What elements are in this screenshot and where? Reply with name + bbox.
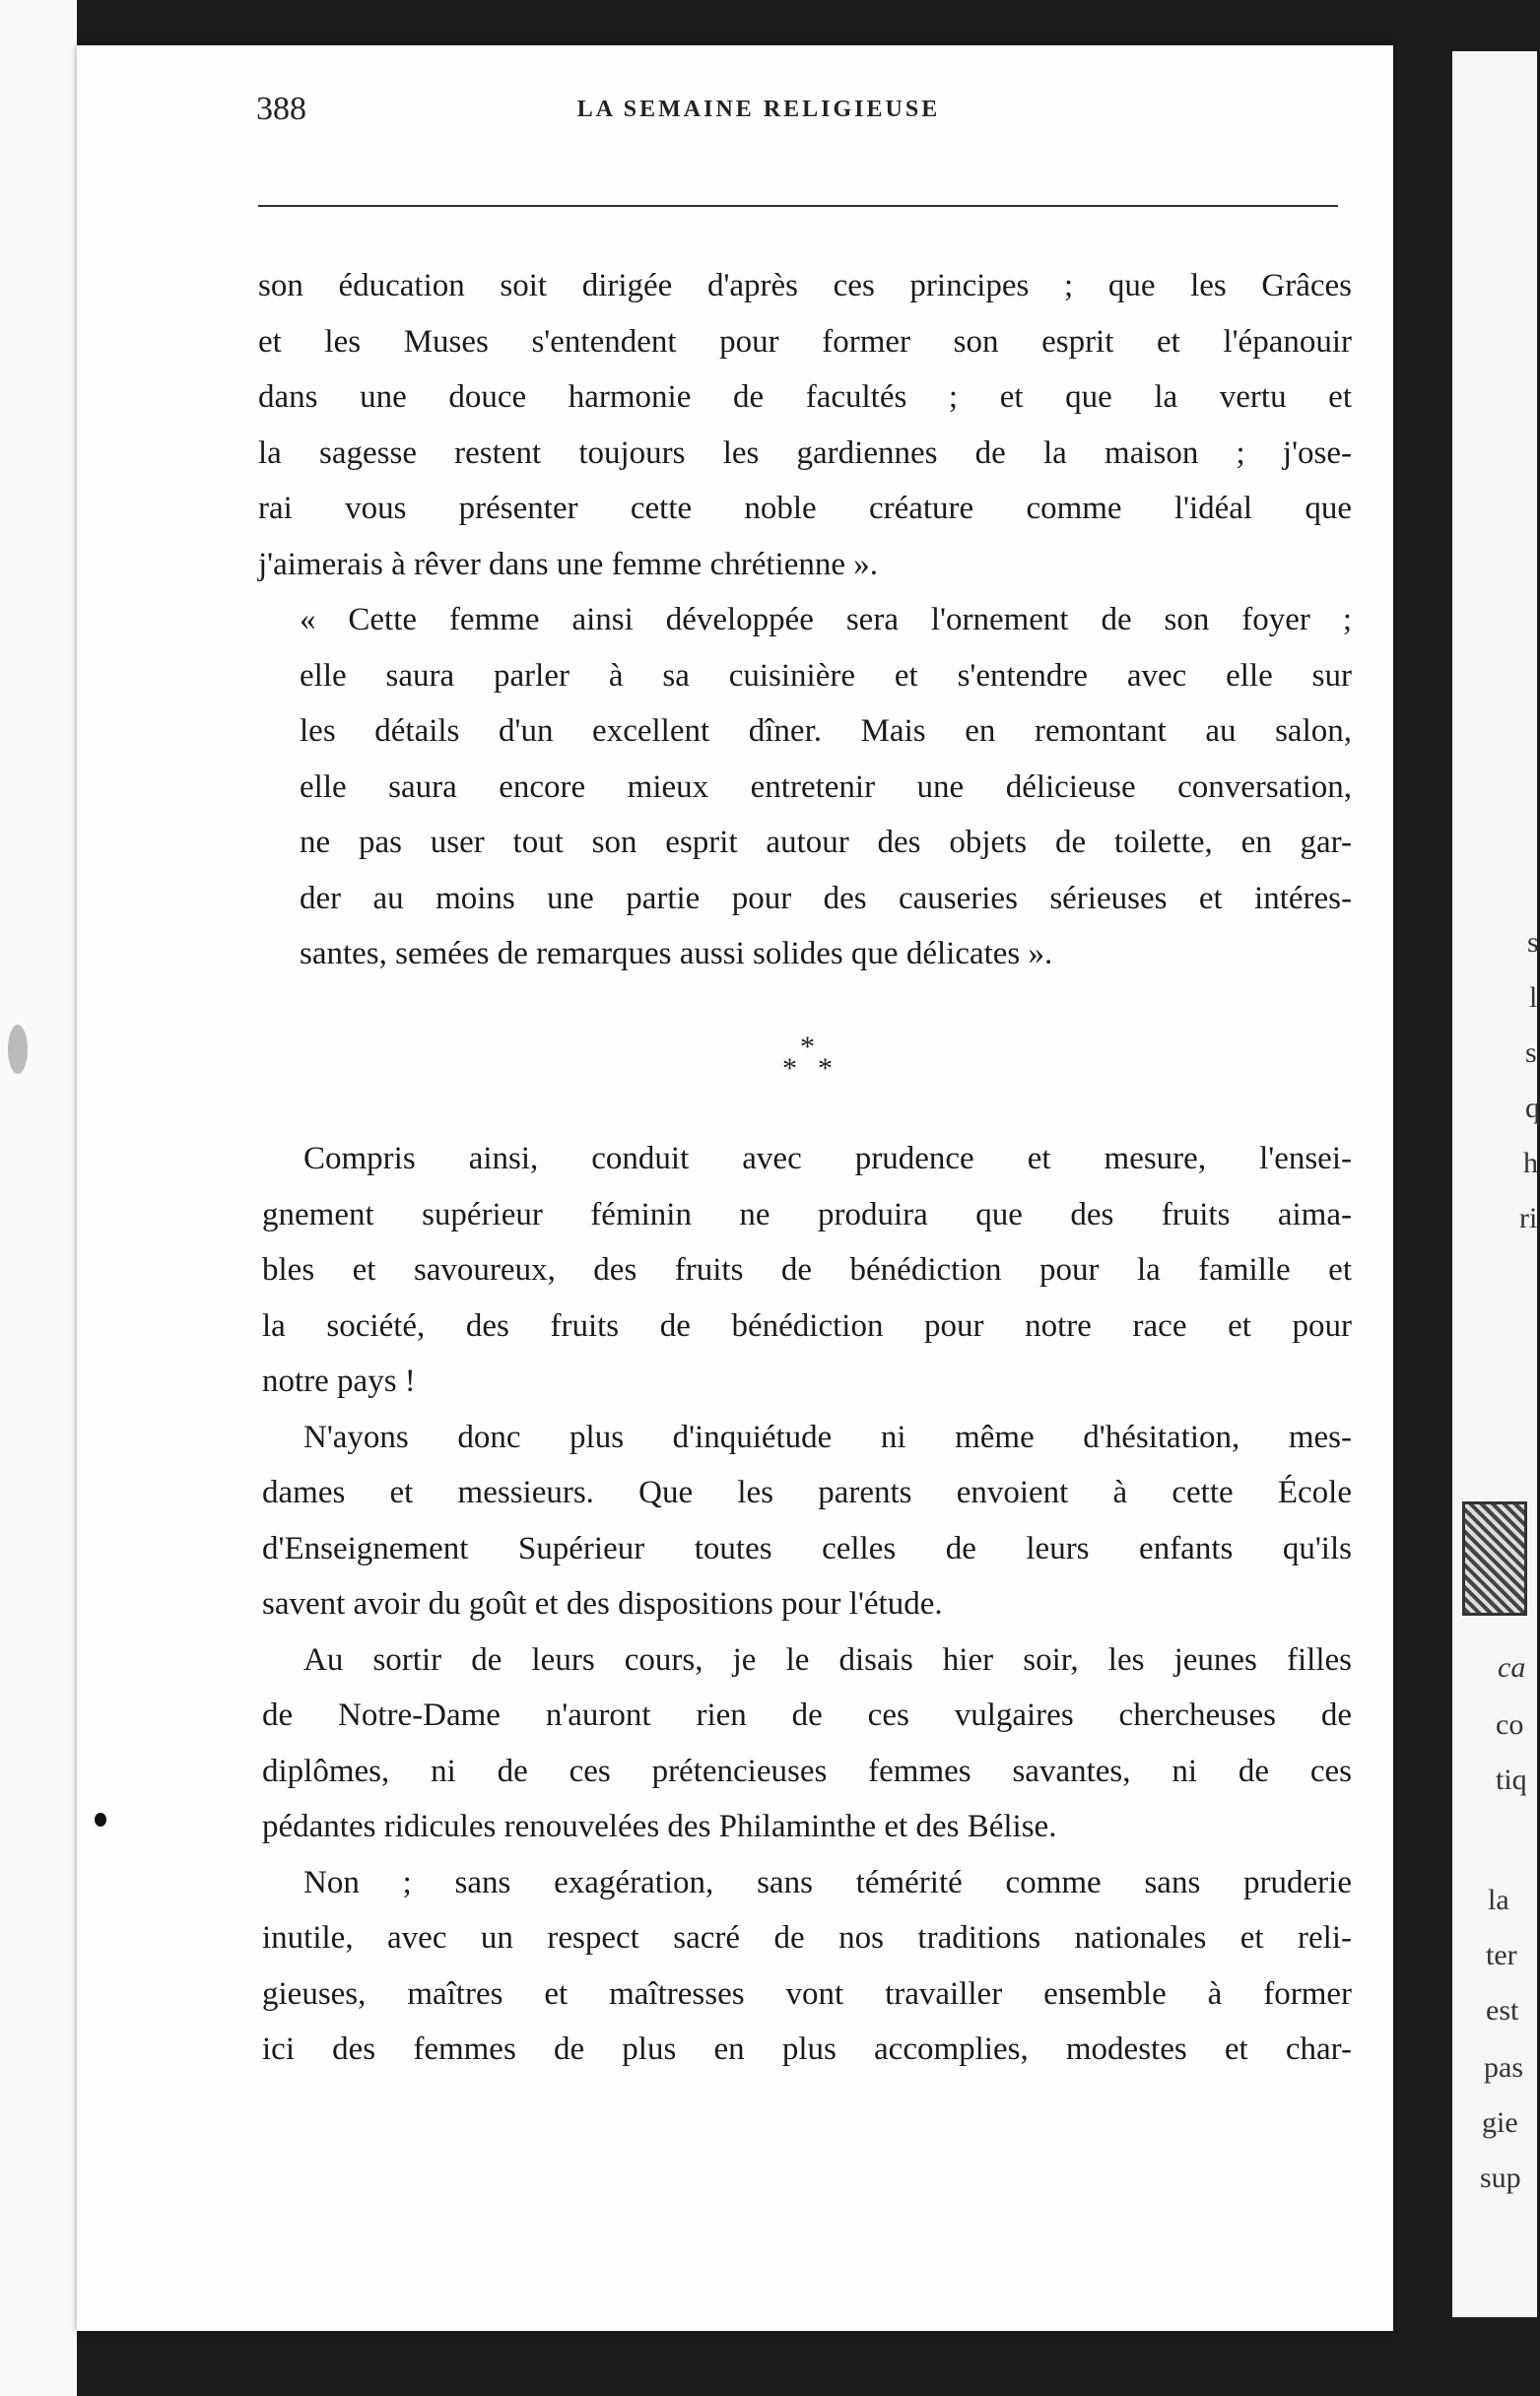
text-line: diplômes, ni de ces prétencieuses femmes savantes, ni de ces bbox=[262, 1753, 1352, 1789]
asterisk-icon: * bbox=[800, 1031, 815, 1063]
text-line: j'aimerais à rêver dans une femme chrétienne ». bbox=[258, 546, 878, 582]
text-line: bles et savoureux, des fruits de bénédiction pour la famille et bbox=[262, 1252, 1352, 1288]
text-line: elle saura parler à sa cuisinière et s'entendre avec elle sur bbox=[300, 657, 1352, 694]
text-line: et les Muses s'entendent pour former son esprit et l'épanouir bbox=[258, 323, 1352, 360]
adjacent-page-fragment: s bbox=[1525, 1036, 1537, 1069]
asterisk-icon: * bbox=[782, 1052, 797, 1085]
text-line: d'Enseignement Supérieur toutes celles de leurs enfants qu'ils bbox=[262, 1530, 1352, 1566]
text-line: pédantes ridicules renouvelées des Philaminthe et des Bélise. bbox=[262, 1809, 1057, 1844]
text-line: la sagesse restent toujours les gardiennes de la maison ; j'ose- bbox=[258, 434, 1352, 471]
text-line: ne pas user tout son esprit autour des objets de toilette, en gar- bbox=[300, 825, 1352, 860]
adjacent-page-fragment: co bbox=[1496, 1708, 1524, 1741]
text-block-1 bbox=[258, 258, 1352, 982]
asterisk-icon: * bbox=[818, 1052, 833, 1085]
paragraph bbox=[262, 1131, 1352, 1410]
text-line: santes, semées de remarques aussi solides que délicates ». bbox=[300, 936, 1053, 971]
text-line: Au sortir de leurs cours, je le disais hier soir, les jeunes filles bbox=[303, 1641, 1352, 1678]
adjacent-page-fragment: s bbox=[1527, 926, 1539, 959]
paragraph bbox=[262, 1855, 1352, 2078]
text-line: gieuses, maîtres et maîtresses vont travailler ensemble à former bbox=[262, 1975, 1352, 2012]
text-line: inutile, avec un respect sacré de nos traditions nationales et reli- bbox=[262, 1920, 1352, 1956]
paragraph bbox=[262, 1632, 1352, 1855]
text-line: N'ayons donc plus d'inquiétude ni même d'hésitation, mes- bbox=[303, 1419, 1352, 1455]
header-rule bbox=[258, 205, 1338, 207]
paragraph bbox=[258, 592, 1352, 982]
text-line: notre pays ! bbox=[262, 1364, 416, 1399]
text-line: gnement supérieur féminin ne produira que des fruits aima- bbox=[262, 1196, 1352, 1232]
adjacent-page-fragment: tiq bbox=[1496, 1764, 1527, 1796]
asterism bbox=[759, 1031, 857, 1090]
text-line: ici des femmes de plus en plus accomplies, modestes et char- bbox=[262, 2031, 1352, 2067]
adjacent-page-edge bbox=[1452, 51, 1540, 2317]
adjacent-page-fragment: h bbox=[1523, 1147, 1538, 1179]
scan-speck bbox=[8, 1025, 28, 1074]
page-number: 388 bbox=[256, 91, 306, 127]
text-line: de Notre-Dame n'auront rien de ces vulgaires chercheuses de bbox=[262, 1697, 1352, 1733]
scan-speck bbox=[95, 1813, 106, 1827]
text-line: dames et messieurs. Que les parents envoient à cette École bbox=[262, 1475, 1352, 1510]
text-line: « Cette femme ainsi développée sera l'ornement de son foyer ; bbox=[300, 602, 1352, 637]
text-line: rai vous présenter cette noble créature comme l'idéal que bbox=[258, 491, 1352, 526]
adjacent-page-fragment: ri bbox=[1519, 1202, 1538, 1234]
paragraph bbox=[262, 1410, 1352, 1632]
adjacent-page-fragment: est bbox=[1486, 1994, 1519, 2027]
scan-margin-left bbox=[0, 0, 77, 2396]
text-line: savent avoir du goût et des dispositions pour l'étude. bbox=[262, 1586, 943, 1622]
ornament-initial-icon bbox=[1462, 1501, 1527, 1616]
text-block-2 bbox=[262, 1131, 1352, 2078]
adjacent-page-fragment: l bbox=[1529, 981, 1538, 1014]
adjacent-page-fragment: sup bbox=[1480, 2162, 1521, 2194]
adjacent-page-fragment: gie bbox=[1482, 2106, 1518, 2139]
text-line: les détails d'un excellent dîner. Mais en remontant au salon, bbox=[300, 713, 1352, 749]
adjacent-page-fragment: q bbox=[1525, 1092, 1540, 1124]
adjacent-page-fragment: ca bbox=[1498, 1651, 1526, 1684]
adjacent-page-fragment: ter bbox=[1486, 1939, 1517, 1971]
running-header bbox=[177, 91, 1340, 140]
text-line: der au moins une partie pour des causeries sérieuses et intéres- bbox=[300, 880, 1352, 916]
paragraph bbox=[258, 258, 1352, 592]
text-line: Non ; sans exagération, sans témérité comme sans pruderie bbox=[303, 1864, 1352, 1900]
adjacent-page-fragment: pas bbox=[1484, 2051, 1523, 2084]
text-line: son éducation soit dirigée d'après ces principes ; que les Grâces bbox=[258, 268, 1352, 303]
text-line: dans une douce harmonie de facultés ; et que la vertu et bbox=[258, 379, 1352, 415]
text-line: elle saura encore mieux entretenir une délicieuse conversation, bbox=[300, 768, 1352, 805]
text-line: Compris ainsi, conduit avec prudence et mesure, l'ensei- bbox=[303, 1141, 1352, 1176]
text-line: la société, des fruits de bénédiction pour notre race et pour bbox=[262, 1307, 1352, 1344]
adjacent-page-fragment: la bbox=[1488, 1884, 1509, 1916]
running-title: LA SEMAINE RELIGIEUSE bbox=[576, 97, 941, 122]
